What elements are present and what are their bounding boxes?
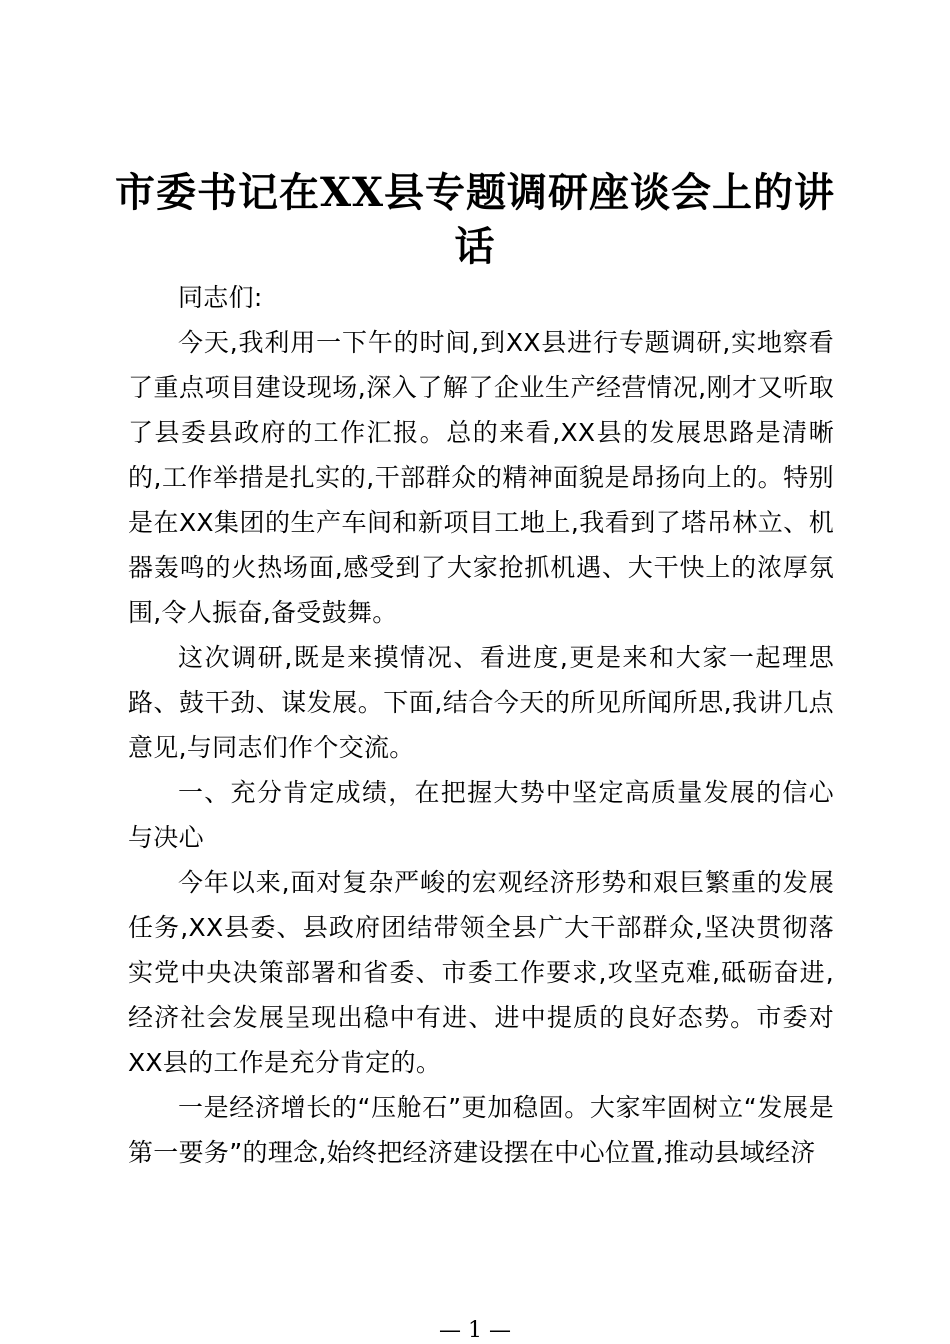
paragraph-point-1: 一是经济增长的“压舱石”更加稳固。大家牢固树立“发展是第一要务”的理念,始终把经济建设摆在中心位置,推动县域经济	[128, 1093, 834, 1167]
paragraph-intro: 今天,我利用一下午的时间,到XX县进行专题调研,实地察看了重点项目建设现场,深入了解了企业生产经营情况,刚才又听取了县委县政府的工作汇报。总的来看,XX县的发展思路是清晰的,工作举措是扎实的,干部群众的精神面貌是昂扬向上的。特别是在XX集团的生产车间和新项目工地上,我看到了塔吊林立、机器轰鸣的火热场面,感受到了大家抢抓机遇、大干快上的浓厚氛围,令人振奋,备受鼓舞。	[128, 328, 834, 627]
salutation: 同志们:	[178, 283, 263, 312]
section-heading-1: 一、充分肯定成绩，在把握大势中坚定高质量发展的信心与决心	[128, 778, 834, 852]
page-number: — 1 —	[439, 1318, 511, 1343]
document-title: 市委书记在XX县专题调研座谈会上的讲话	[114, 169, 836, 270]
paragraph-achievements: 今年以来,面对复杂严峻的宏观经济形势和艰巨繁重的发展任务,XX县委、县政府团结带领全县广大干部群众,坚决贯彻落实党中央决策部署和省委、市委工作要求,攻坚克难,砥砺奋进,经济社会发展呈现出稳中有进、进中提质的良好态势。市委对XX县的工作是充分肯定的。	[128, 868, 834, 1077]
document-body	[128, 275, 834, 1175]
paragraph-purpose: 这次调研,既是来摸情况、看进度,更是来和大家一起理思路、鼓干劲、谋发展。下面,结合今天的所见所闻所思,我讲几点意见,与同志们作个交流。	[128, 643, 834, 762]
